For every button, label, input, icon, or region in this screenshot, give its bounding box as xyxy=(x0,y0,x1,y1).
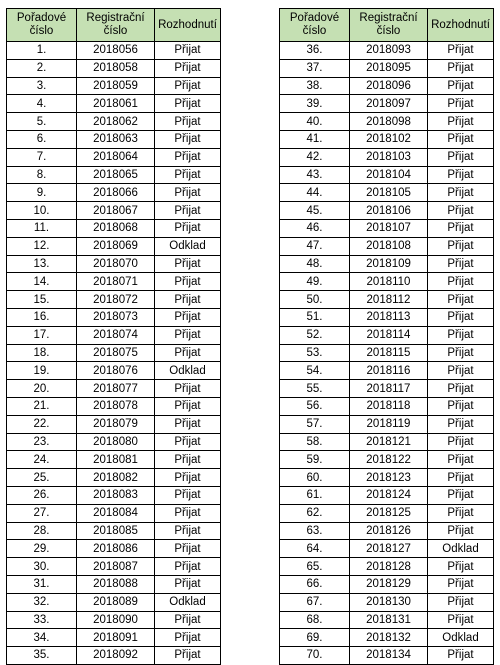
order-number-cell: 18. xyxy=(7,344,77,362)
decision-cell: Přijat xyxy=(155,629,221,647)
registration-number-cell: 2018065 xyxy=(77,166,155,184)
order-number-cell: 22. xyxy=(7,415,77,433)
order-number-cell: 36. xyxy=(280,42,350,60)
decision-cell: Přijat xyxy=(428,42,494,60)
registration-number-cell: 2018061 xyxy=(77,95,155,113)
registration-number-cell: 2018074 xyxy=(77,326,155,344)
order-number-cell: 2. xyxy=(7,59,77,77)
registration-number-cell: 2018059 xyxy=(77,77,155,95)
decision-cell: Přijat xyxy=(155,397,221,415)
order-number-cell: 9. xyxy=(7,184,77,202)
registration-number-cell: 2018064 xyxy=(77,148,155,166)
results-table-right xyxy=(279,8,494,665)
table-row xyxy=(280,397,494,415)
decision-cell: Přijat xyxy=(428,166,494,184)
decision-cell: Přijat xyxy=(428,113,494,131)
order-number-cell: 24. xyxy=(7,451,77,469)
order-number-cell: 31. xyxy=(7,575,77,593)
registration-number-cell: 2018071 xyxy=(77,273,155,291)
registration-number-cell: 2018129 xyxy=(350,575,428,593)
registration-number-cell: 2018103 xyxy=(350,148,428,166)
decision-cell: Přijat xyxy=(155,433,221,451)
registration-number-cell: 2018075 xyxy=(77,344,155,362)
order-number-cell: 59. xyxy=(280,451,350,469)
order-number-cell: 67. xyxy=(280,593,350,611)
table-row xyxy=(7,344,221,362)
decision-cell: Odklad xyxy=(428,629,494,647)
order-number-cell: 66. xyxy=(280,575,350,593)
table-row xyxy=(7,469,221,487)
registration-number-cell: 2018058 xyxy=(77,59,155,77)
order-number-cell: 20. xyxy=(7,380,77,398)
registration-number-cell: 2018088 xyxy=(77,575,155,593)
decision-cell: Přijat xyxy=(155,611,221,629)
order-number-cell: 10. xyxy=(7,202,77,220)
registration-number-cell: 2018069 xyxy=(77,237,155,255)
order-number-cell: 14. xyxy=(7,273,77,291)
table-row xyxy=(7,558,221,576)
registration-number-cell: 2018091 xyxy=(77,629,155,647)
table-row xyxy=(280,166,494,184)
registration-number-cell: 2018128 xyxy=(350,558,428,576)
order-number-cell: 45. xyxy=(280,202,350,220)
registration-number-cell: 2018081 xyxy=(77,451,155,469)
registration-number-cell: 2018066 xyxy=(77,184,155,202)
registration-number-cell: 2018073 xyxy=(77,308,155,326)
order-number-cell: 11. xyxy=(7,219,77,237)
table-row xyxy=(7,77,221,95)
decision-cell: Přijat xyxy=(155,451,221,469)
order-number-cell: 19. xyxy=(7,362,77,380)
order-number-cell: 4. xyxy=(7,95,77,113)
decision-cell: Přijat xyxy=(155,522,221,540)
decision-cell: Přijat xyxy=(428,593,494,611)
table-row xyxy=(280,486,494,504)
decision-cell: Přijat xyxy=(155,184,221,202)
order-number-cell: 32. xyxy=(7,593,77,611)
registration-number-cell: 2018063 xyxy=(77,130,155,148)
order-number-cell: 38. xyxy=(280,77,350,95)
decision-cell: Přijat xyxy=(155,219,221,237)
table-row xyxy=(280,59,494,77)
order-number-cell: 13. xyxy=(7,255,77,273)
table-row xyxy=(7,433,221,451)
decision-cell: Přijat xyxy=(155,113,221,131)
registration-number-cell: 2018114 xyxy=(350,326,428,344)
decision-cell: Odklad xyxy=(155,237,221,255)
decision-cell: Přijat xyxy=(428,237,494,255)
table-row xyxy=(280,77,494,95)
header-row xyxy=(7,9,221,42)
order-number-cell: 39. xyxy=(280,95,350,113)
decision-cell: Přijat xyxy=(155,95,221,113)
order-number-cell: 52. xyxy=(280,326,350,344)
table-row xyxy=(280,611,494,629)
registration-number-cell: 2018106 xyxy=(350,202,428,220)
order-number-cell: 37. xyxy=(280,59,350,77)
header-decision: Rozhodnutí xyxy=(155,9,221,42)
registration-number-cell: 2018084 xyxy=(77,504,155,522)
decision-cell: Přijat xyxy=(155,469,221,487)
decision-cell: Odklad xyxy=(155,362,221,380)
registration-number-cell: 2018087 xyxy=(77,558,155,576)
table-row xyxy=(7,326,221,344)
order-number-cell: 62. xyxy=(280,504,350,522)
table-row xyxy=(280,629,494,647)
registration-number-cell: 2018079 xyxy=(77,415,155,433)
table-row xyxy=(7,42,221,60)
decision-cell: Přijat xyxy=(155,415,221,433)
decision-cell: Přijat xyxy=(428,291,494,309)
registration-number-cell: 2018093 xyxy=(350,42,428,60)
order-number-cell: 61. xyxy=(280,486,350,504)
registration-number-cell: 2018056 xyxy=(77,42,155,60)
table-row xyxy=(7,504,221,522)
registration-number-cell: 2018068 xyxy=(77,219,155,237)
decision-cell: Přijat xyxy=(428,433,494,451)
table-row xyxy=(280,558,494,576)
registration-number-cell: 2018067 xyxy=(77,202,155,220)
table-row xyxy=(7,166,221,184)
order-number-cell: 40. xyxy=(280,113,350,131)
registration-number-cell: 2018096 xyxy=(350,77,428,95)
results-table-left xyxy=(6,8,221,665)
order-number-cell: 44. xyxy=(280,184,350,202)
decision-cell: Přijat xyxy=(428,575,494,593)
order-number-cell: 15. xyxy=(7,291,77,309)
registration-number-cell: 2018110 xyxy=(350,273,428,291)
order-number-cell: 58. xyxy=(280,433,350,451)
decision-cell: Přijat xyxy=(428,362,494,380)
order-number-cell: 27. xyxy=(7,504,77,522)
registration-number-cell: 2018115 xyxy=(350,344,428,362)
table-row xyxy=(7,59,221,77)
order-number-cell: 21. xyxy=(7,397,77,415)
registration-number-cell: 2018116 xyxy=(350,362,428,380)
order-number-cell: 33. xyxy=(7,611,77,629)
order-number-cell: 12. xyxy=(7,237,77,255)
order-number-cell: 49. xyxy=(280,273,350,291)
table-row xyxy=(280,95,494,113)
decision-cell: Přijat xyxy=(155,558,221,576)
registration-number-cell: 2018132 xyxy=(350,629,428,647)
order-number-cell: 65. xyxy=(280,558,350,576)
table-row xyxy=(280,148,494,166)
decision-cell: Přijat xyxy=(428,219,494,237)
table-row xyxy=(280,415,494,433)
table-row xyxy=(7,629,221,647)
order-number-cell: 63. xyxy=(280,522,350,540)
order-number-cell: 60. xyxy=(280,469,350,487)
registration-number-cell: 2018085 xyxy=(77,522,155,540)
table-row xyxy=(7,237,221,255)
decision-cell: Přijat xyxy=(155,59,221,77)
decision-cell: Přijat xyxy=(155,77,221,95)
registration-number-cell: 2018126 xyxy=(350,522,428,540)
order-number-cell: 35. xyxy=(7,647,77,665)
decision-cell: Přijat xyxy=(428,611,494,629)
decision-cell: Přijat xyxy=(428,326,494,344)
table-row xyxy=(7,522,221,540)
order-number-cell: 41. xyxy=(280,130,350,148)
decision-cell: Přijat xyxy=(155,255,221,273)
order-number-cell: 54. xyxy=(280,362,350,380)
decision-cell: Přijat xyxy=(155,326,221,344)
header-decision: Rozhodnutí xyxy=(428,9,494,42)
decision-cell: Přijat xyxy=(155,344,221,362)
header-registration-number: Registrační číslo xyxy=(77,9,155,42)
registration-number-cell: 2018105 xyxy=(350,184,428,202)
order-number-cell: 29. xyxy=(7,540,77,558)
registration-number-cell: 2018090 xyxy=(77,611,155,629)
decision-cell: Přijat xyxy=(155,647,221,665)
order-number-cell: 34. xyxy=(7,629,77,647)
table-row xyxy=(280,593,494,611)
registration-number-cell: 2018112 xyxy=(350,291,428,309)
registration-number-cell: 2018077 xyxy=(77,380,155,398)
decision-cell: Přijat xyxy=(428,504,494,522)
table-row xyxy=(280,380,494,398)
decision-cell: Přijat xyxy=(155,380,221,398)
registration-number-cell: 2018117 xyxy=(350,380,428,398)
table-row xyxy=(7,130,221,148)
decision-cell: Přijat xyxy=(155,273,221,291)
decision-cell: Přijat xyxy=(428,59,494,77)
registration-number-cell: 2018127 xyxy=(350,540,428,558)
decision-cell: Přijat xyxy=(428,647,494,665)
table-row xyxy=(7,255,221,273)
decision-cell: Přijat xyxy=(428,451,494,469)
table-row xyxy=(7,202,221,220)
order-number-cell: 42. xyxy=(280,148,350,166)
registration-number-cell: 2018109 xyxy=(350,255,428,273)
order-number-cell: 26. xyxy=(7,486,77,504)
order-number-cell: 17. xyxy=(7,326,77,344)
registration-number-cell: 2018118 xyxy=(350,397,428,415)
table-row xyxy=(7,611,221,629)
table-row xyxy=(7,380,221,398)
registration-number-cell: 2018104 xyxy=(350,166,428,184)
table-row xyxy=(280,344,494,362)
decision-cell: Přijat xyxy=(428,469,494,487)
header-order-number: Pořadové číslo xyxy=(280,9,350,42)
decision-cell: Přijat xyxy=(428,130,494,148)
registration-number-cell: 2018102 xyxy=(350,130,428,148)
decision-cell: Přijat xyxy=(428,255,494,273)
decision-cell: Přijat xyxy=(428,148,494,166)
registration-number-cell: 2018108 xyxy=(350,237,428,255)
registration-number-cell: 2018062 xyxy=(77,113,155,131)
registration-number-cell: 2018078 xyxy=(77,397,155,415)
order-number-cell: 70. xyxy=(280,647,350,665)
table-row xyxy=(7,397,221,415)
decision-cell: Přijat xyxy=(428,202,494,220)
table-row xyxy=(280,433,494,451)
order-number-cell: 16. xyxy=(7,308,77,326)
table-row xyxy=(280,540,494,558)
decision-cell: Přijat xyxy=(428,273,494,291)
decision-cell: Přijat xyxy=(155,486,221,504)
registration-number-cell: 2018125 xyxy=(350,504,428,522)
order-number-cell: 28. xyxy=(7,522,77,540)
order-number-cell: 43. xyxy=(280,166,350,184)
table-row xyxy=(280,130,494,148)
table-row xyxy=(280,326,494,344)
registration-number-cell: 2018123 xyxy=(350,469,428,487)
registration-number-cell: 2018124 xyxy=(350,486,428,504)
order-number-cell: 57. xyxy=(280,415,350,433)
registration-number-cell: 2018095 xyxy=(350,59,428,77)
table-row xyxy=(7,486,221,504)
header-row xyxy=(280,9,494,42)
decision-cell: Přijat xyxy=(428,486,494,504)
registration-number-cell: 2018107 xyxy=(350,219,428,237)
table-row xyxy=(280,504,494,522)
table-row xyxy=(280,184,494,202)
table-row xyxy=(7,540,221,558)
registration-number-cell: 2018119 xyxy=(350,415,428,433)
table-row xyxy=(280,469,494,487)
registration-number-cell: 2018131 xyxy=(350,611,428,629)
table-row xyxy=(280,308,494,326)
decision-cell: Přijat xyxy=(428,558,494,576)
table-row xyxy=(7,308,221,326)
registration-number-cell: 2018083 xyxy=(77,486,155,504)
decision-cell: Přijat xyxy=(428,344,494,362)
order-number-cell: 55. xyxy=(280,380,350,398)
table-row xyxy=(280,451,494,469)
registration-number-cell: 2018113 xyxy=(350,308,428,326)
table-row xyxy=(280,522,494,540)
registration-number-cell: 2018070 xyxy=(77,255,155,273)
order-number-cell: 69. xyxy=(280,629,350,647)
order-number-cell: 23. xyxy=(7,433,77,451)
table-row xyxy=(280,219,494,237)
order-number-cell: 30. xyxy=(7,558,77,576)
table-row xyxy=(280,255,494,273)
header-registration-number: Registrační číslo xyxy=(350,9,428,42)
order-number-cell: 46. xyxy=(280,219,350,237)
registration-number-cell: 2018076 xyxy=(77,362,155,380)
table-row xyxy=(7,451,221,469)
decision-cell: Přijat xyxy=(428,95,494,113)
order-number-cell: 68. xyxy=(280,611,350,629)
order-number-cell: 3. xyxy=(7,77,77,95)
decision-cell: Přijat xyxy=(155,540,221,558)
order-number-cell: 1. xyxy=(7,42,77,60)
decision-cell: Přijat xyxy=(155,575,221,593)
order-number-cell: 5. xyxy=(7,113,77,131)
table-row xyxy=(7,362,221,380)
decision-cell: Přijat xyxy=(155,202,221,220)
decision-cell: Přijat xyxy=(428,308,494,326)
registration-number-cell: 2018098 xyxy=(350,113,428,131)
decision-cell: Odklad xyxy=(428,540,494,558)
decision-cell: Přijat xyxy=(428,77,494,95)
decision-cell: Přijat xyxy=(155,291,221,309)
table-row xyxy=(280,202,494,220)
registration-number-cell: 2018097 xyxy=(350,95,428,113)
registration-number-cell: 2018089 xyxy=(77,593,155,611)
header-order-number: Pořadové číslo xyxy=(7,9,77,42)
table-row xyxy=(7,415,221,433)
table-row xyxy=(7,113,221,131)
table-row xyxy=(280,237,494,255)
order-number-cell: 6. xyxy=(7,130,77,148)
order-number-cell: 7. xyxy=(7,148,77,166)
decision-cell: Přijat xyxy=(155,42,221,60)
registration-number-cell: 2018080 xyxy=(77,433,155,451)
table-row xyxy=(7,575,221,593)
order-number-cell: 56. xyxy=(280,397,350,415)
table-row xyxy=(7,184,221,202)
table-row xyxy=(7,219,221,237)
registration-number-cell: 2018121 xyxy=(350,433,428,451)
decision-cell: Přijat xyxy=(155,130,221,148)
table-row xyxy=(280,291,494,309)
decision-cell: Přijat xyxy=(428,184,494,202)
order-number-cell: 64. xyxy=(280,540,350,558)
decision-cell: Odklad xyxy=(155,593,221,611)
table-row xyxy=(280,575,494,593)
order-number-cell: 8. xyxy=(7,166,77,184)
order-number-cell: 50. xyxy=(280,291,350,309)
registration-number-cell: 2018086 xyxy=(77,540,155,558)
decision-cell: Přijat xyxy=(155,148,221,166)
order-number-cell: 51. xyxy=(280,308,350,326)
registration-number-cell: 2018134 xyxy=(350,647,428,665)
registration-number-cell: 2018072 xyxy=(77,291,155,309)
decision-cell: Přijat xyxy=(428,380,494,398)
decision-cell: Přijat xyxy=(428,415,494,433)
decision-cell: Přijat xyxy=(428,397,494,415)
table-row xyxy=(280,113,494,131)
decision-cell: Přijat xyxy=(155,504,221,522)
table-row xyxy=(280,362,494,380)
order-number-cell: 48. xyxy=(280,255,350,273)
decision-cell: Přijat xyxy=(155,308,221,326)
table-row xyxy=(7,291,221,309)
order-number-cell: 53. xyxy=(280,344,350,362)
registration-number-cell: 2018092 xyxy=(77,647,155,665)
registration-number-cell: 2018082 xyxy=(77,469,155,487)
order-number-cell: 47. xyxy=(280,237,350,255)
table-row xyxy=(7,593,221,611)
table-row xyxy=(7,95,221,113)
decision-cell: Přijat xyxy=(155,166,221,184)
registration-number-cell: 2018130 xyxy=(350,593,428,611)
table-row xyxy=(7,273,221,291)
decision-cell: Přijat xyxy=(428,522,494,540)
table-row xyxy=(280,273,494,291)
order-number-cell: 25. xyxy=(7,469,77,487)
table-row xyxy=(280,42,494,60)
registration-number-cell: 2018122 xyxy=(350,451,428,469)
table-row xyxy=(7,148,221,166)
